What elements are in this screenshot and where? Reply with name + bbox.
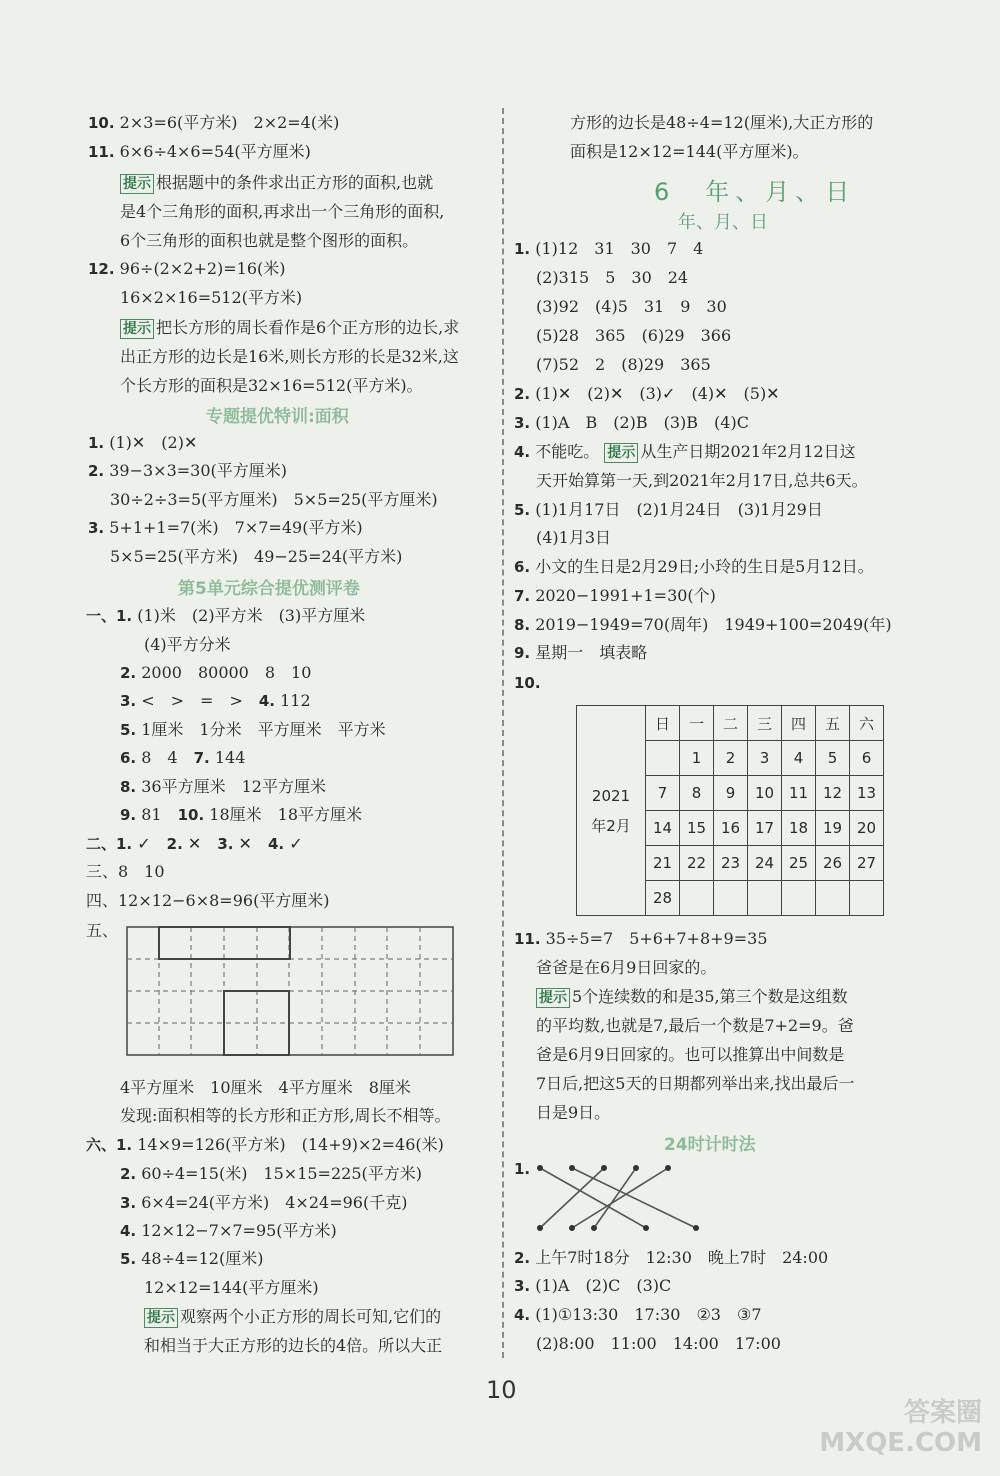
time-3: 3. (1)A (2)C (3)C bbox=[514, 1276, 672, 1295]
ymd-9: 9. 星期一 填表略 bbox=[514, 643, 648, 662]
part1-2: 2. 2000 80000 8 10 bbox=[120, 663, 312, 682]
part1-3-4: 3. < > = > 4. 112 bbox=[120, 691, 311, 710]
special-1: 1. (1)✕ (2)✕ bbox=[88, 433, 198, 452]
tip-11-line3: 6个三角形的面积也就是整个图形的面积。 bbox=[120, 231, 419, 250]
calendar-year-month bbox=[577, 706, 646, 916]
special-2-line2: 30÷2÷3=5(平方厘米) 5×5=25(平方厘米) bbox=[110, 490, 438, 509]
part1-5: 5. 1厘米 1分米 平方厘米 平方米 bbox=[120, 720, 386, 739]
calendar-month: 年2月 bbox=[591, 816, 631, 835]
calendar-header-row bbox=[577, 706, 884, 741]
answer-11: 11. 6×6÷4×6=54(平方厘米) bbox=[88, 142, 311, 161]
ymd-3: 3. (1)A B (2)B (3)B (4)C bbox=[514, 413, 749, 432]
section-title-unit5-test: 第5单元综合提优测评卷 bbox=[178, 579, 360, 599]
time-1: 1. bbox=[514, 1160, 531, 1178]
part6-2: 2. 60÷4=15(米) 15×15=225(平方米) bbox=[120, 1164, 422, 1183]
continued-line2: 面积是12×12=144(平方厘米)。 bbox=[570, 142, 809, 161]
tip-badge: 提示 bbox=[604, 443, 638, 463]
match-dots bbox=[537, 1165, 699, 1231]
section-title-24h: 24时计时法 bbox=[664, 1135, 756, 1155]
calendar-day-cell: 6 bbox=[850, 741, 884, 776]
calendar-day-cell: 17 bbox=[748, 811, 782, 846]
calendar-day-cell: 4 bbox=[782, 741, 816, 776]
calendar-weekday: 六 bbox=[850, 706, 884, 741]
calendar-day-cell: 22 bbox=[680, 846, 714, 881]
calendar-weekday: 四 bbox=[782, 706, 816, 741]
calendar-day-cell: 24 bbox=[748, 846, 782, 881]
grid-figure bbox=[126, 926, 456, 1058]
calendar-table bbox=[576, 705, 884, 916]
tip-badge: 提示 bbox=[120, 174, 154, 194]
unit-title: 6 年、月、日 bbox=[654, 178, 856, 206]
calendar-day-cell: 10 bbox=[748, 776, 782, 811]
part6-4: 4. 12×12−7×7=95(平方米) bbox=[120, 1221, 337, 1240]
ymd-5: 5. (1)1月17日 (2)1月24日 (3)1月29日 bbox=[514, 500, 823, 519]
tip-11r-line4: 7日后,把这5天的日期都列举出来,找出最后一 bbox=[536, 1074, 855, 1093]
subsection-title: 年、月、日 bbox=[678, 212, 768, 233]
calendar-day-cell: 2 bbox=[714, 741, 748, 776]
calendar-day-cell: 20 bbox=[850, 811, 884, 846]
tip-12-line2: 出正方形的边长是16米,则长方形的长是32米,这 bbox=[120, 347, 459, 366]
ymd-10: 10. bbox=[514, 674, 541, 692]
ymd-1-line2: (2)315 5 30 24 bbox=[536, 268, 689, 287]
matching-lines-figure bbox=[536, 1164, 706, 1234]
answer-10: 10. 2×3=6(平方米) 2×2=4(米) bbox=[88, 113, 340, 132]
answer-12: 12. 96÷(2×2+2)=16(米) bbox=[88, 259, 286, 278]
calendar-weekday: 一 bbox=[680, 706, 714, 741]
calendar-weekday: 二 bbox=[714, 706, 748, 741]
tip-6-line2: 和相当于大正方形的边长的4倍。所以大正 bbox=[144, 1336, 443, 1355]
calendar-day-cell: 16 bbox=[714, 811, 748, 846]
calendar-weekday: 日 bbox=[646, 706, 680, 741]
calendar-day-cell: 26 bbox=[816, 846, 850, 881]
part4: 四、12×12−6×8=96(平方厘米) bbox=[86, 891, 330, 910]
tip-badge: 提示 bbox=[144, 1308, 178, 1328]
calendar-day-cell: 3 bbox=[748, 741, 782, 776]
calendar-day-cell: 21 bbox=[646, 846, 680, 881]
part1-9-10: 9. 81 10. 18厘米 18平方厘米 bbox=[120, 805, 363, 824]
calendar-day-cell: 1 bbox=[680, 741, 714, 776]
column-divider bbox=[502, 108, 504, 1358]
part6-5: 5. 48÷4=12(厘米) bbox=[120, 1249, 264, 1268]
calendar-day-cell: 9 bbox=[714, 776, 748, 811]
calendar-day-cell: 13 bbox=[850, 776, 884, 811]
ymd-4-line2: 天开始算第一天,到2021年2月17日,总共6天。 bbox=[536, 471, 868, 490]
calendar-year: 2021 bbox=[591, 786, 631, 805]
calendar-day-cell: 8 bbox=[680, 776, 714, 811]
calendar-weekday: 五 bbox=[816, 706, 850, 741]
watermark-logo: 答案圈 MXQE.COM bbox=[819, 1398, 982, 1458]
ymd-5-line2: (4)1月3日 bbox=[536, 528, 612, 547]
ymd-1-line3: (3)92 (4)5 31 9 30 bbox=[536, 297, 727, 316]
ymd-1-line5: (7)52 2 (8)29 365 bbox=[536, 355, 711, 374]
time-4: 4. (1)①13:30 17:30 ②3 ③7 bbox=[514, 1305, 762, 1324]
calendar-day-cell: 25 bbox=[782, 846, 816, 881]
calendar-day-cell bbox=[850, 881, 884, 916]
calendar-day-cell bbox=[680, 881, 714, 916]
tip-11r-line1: 提示 5个连续数的和是35,第三个数是这组数 bbox=[536, 986, 848, 1008]
continued-line1: 方形的边长是48÷4=12(厘米),大正方形的 bbox=[570, 113, 874, 132]
special-3: 3. 5+1+1=7(米) 7×7=49(平方米) bbox=[88, 518, 363, 537]
part5-finding: 发现:面积相等的长方形和正方形,周长不相等。 bbox=[120, 1106, 451, 1125]
calendar-day-cell bbox=[748, 881, 782, 916]
part6-1: 六、1. 14×9=126(平方米) (14+9)×2=46(米) bbox=[86, 1135, 444, 1154]
calendar-day-cell: 5 bbox=[816, 741, 850, 776]
ymd-7: 7. 2020−1991+1=30(个) bbox=[514, 586, 716, 605]
tip-11-line2: 是4个三角形的面积,再求出一个三角形的面积, bbox=[120, 202, 445, 221]
tip-12-line3: 个长方形的面积是32×16=512(平方米)。 bbox=[120, 376, 423, 395]
tip-6-line1: 提示 观察两个小正方形的周长可知,它们的 bbox=[144, 1306, 441, 1328]
calendar-day-cell: 14 bbox=[646, 811, 680, 846]
calendar-day-cell: 19 bbox=[816, 811, 850, 846]
tip-11r-line2: 的平均数,也就是7,最后一个数是7+2=9。爸 bbox=[536, 1016, 854, 1035]
special-2: 2. 39−3×3=30(平方厘米) bbox=[88, 461, 288, 480]
part1-1-line2: (4)平方分米 bbox=[144, 635, 231, 654]
calendar-day-cell bbox=[782, 881, 816, 916]
part6-5-line2: 12×12=144(平方厘米) bbox=[144, 1278, 319, 1297]
calendar-day-cell bbox=[714, 881, 748, 916]
ymd-11: 11. 35÷5=7 5+6+7+8+9=35 bbox=[514, 929, 768, 948]
page-number: 10 bbox=[486, 1376, 517, 1404]
part2: 二、1. ✓ 2. ✕ 3. ✕ 4. ✓ bbox=[86, 834, 303, 853]
ymd-1-line4: (5)28 365 (6)29 366 bbox=[536, 326, 732, 345]
ymd-2: 2. (1)✕ (2)✕ (3)✓ (4)✕ (5)✕ bbox=[514, 384, 780, 403]
ymd-8: 8. 2019−1949=70(周年) 1949+100=2049(年) bbox=[514, 615, 892, 634]
part5-answer: 4平方厘米 10厘米 4平方厘米 8厘米 bbox=[120, 1078, 411, 1097]
calendar-day-cell bbox=[646, 741, 680, 776]
ymd-6: 6. 小文的生日是2月29日;小玲的生日是5月12日。 bbox=[514, 557, 874, 576]
calendar-day-cell: 7 bbox=[646, 776, 680, 811]
calendar-day-cell: 18 bbox=[782, 811, 816, 846]
part5-label: 五、 bbox=[86, 921, 119, 940]
part1-6-7: 6. 8 4 7. 144 bbox=[120, 748, 246, 767]
calendar-day-cell bbox=[816, 881, 850, 916]
tip-12-line1: 提示 把长方形的周长看作是6个正方形的边长,求 bbox=[120, 317, 459, 339]
section-title-area-special: 专题提优特训:面积 bbox=[206, 407, 349, 427]
part6-3: 3. 6×4=24(平方米) 4×24=96(千克) bbox=[120, 1193, 408, 1212]
calendar-day-cell: 28 bbox=[646, 881, 680, 916]
special-3-line2: 5×5=25(平方米) 49−25=24(平方米) bbox=[110, 547, 403, 566]
part3: 三、8 10 bbox=[86, 862, 165, 881]
ymd-4: 4. 不能吃。 提示 从生产日期2021年2月12日这 bbox=[514, 442, 856, 461]
calendar-day-cell: 23 bbox=[714, 846, 748, 881]
calendar-day-cell: 27 bbox=[850, 846, 884, 881]
part1-1: 一、1. (1)米 (2)平方米 (3)平方厘米 bbox=[86, 606, 366, 625]
tip-badge: 提示 bbox=[536, 988, 570, 1008]
calendar-day-cell: 12 bbox=[816, 776, 850, 811]
answer-12-line2: 16×2×16=512(平方米) bbox=[120, 288, 303, 307]
part1-8: 8. 36平方厘米 12平方厘米 bbox=[120, 777, 326, 796]
calendar-day-cell: 15 bbox=[680, 811, 714, 846]
time-2: 2. 上午7时18分 12:30 晚上7时 24:00 bbox=[514, 1248, 829, 1267]
tip-11r-line3: 爸是6月9日回家的。也可以推算出中间数是 bbox=[536, 1045, 845, 1064]
tip-11r-line5: 日是9日。 bbox=[536, 1103, 611, 1122]
calendar-day-cell: 11 bbox=[782, 776, 816, 811]
tip-badge: 提示 bbox=[120, 319, 154, 339]
tip-11-line1: 提示 根据题中的条件求出正方形的面积,也就 bbox=[120, 172, 433, 194]
ymd-1: 1. (1)12 31 30 7 4 bbox=[514, 239, 704, 258]
time-4-line2: (2)8:00 11:00 14:00 17:00 bbox=[536, 1334, 781, 1353]
calendar-weekday: 三 bbox=[748, 706, 782, 741]
ymd-11-line2: 爸爸是在6月9日回家的。 bbox=[536, 958, 717, 977]
